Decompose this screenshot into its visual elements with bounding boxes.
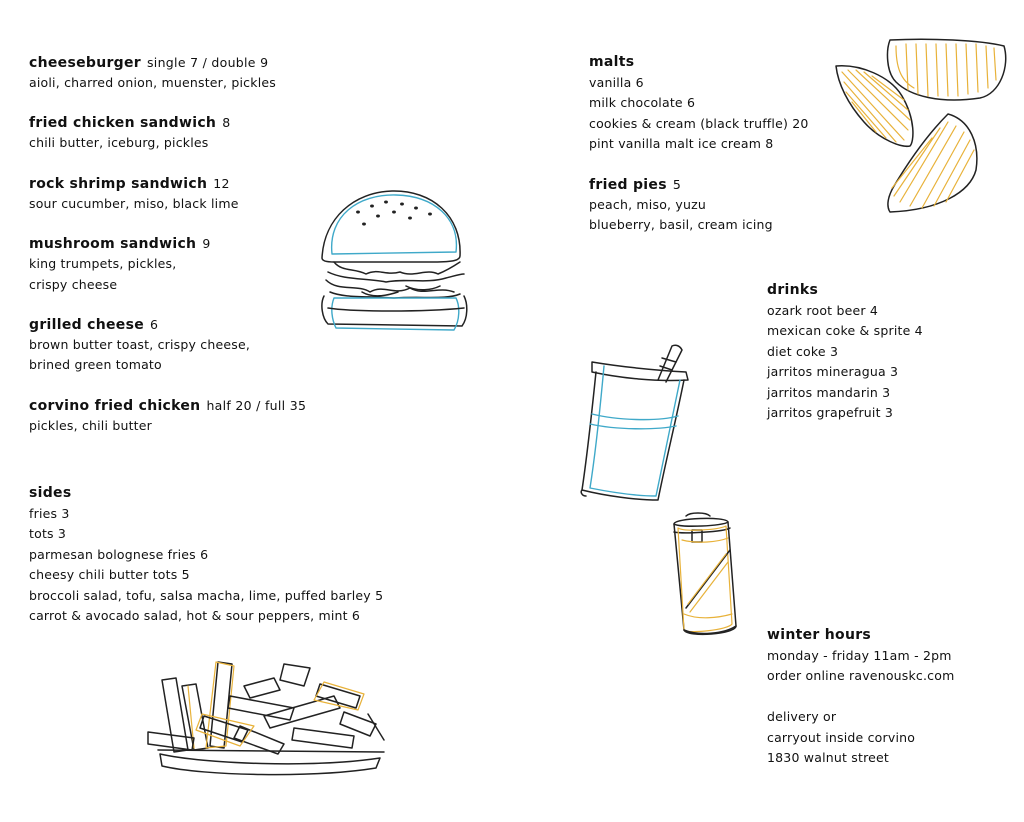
item-description: pickles, chili butter [29,417,153,433]
section-title: drinks [767,282,819,298]
item-name: cheeseburger [29,55,141,71]
drink-item: jarritos mandarin 3 [767,384,891,400]
item-description: chili butter, iceburg, pickles [29,135,209,151]
side-item: carrot & avocado salad, hot & sour peppers, mint 6 [29,607,361,623]
drink-item: diet coke 3 [767,343,839,359]
item-price: single 7 / double 9 [147,55,269,70]
item-description: king trumpets, pickles, [29,256,177,272]
item-name: fried chicken sandwich [29,115,217,132]
malts-section [589,52,809,155]
section-title: malts [589,54,635,70]
item-name: corvino fried chicken [29,397,201,414]
menu-item-fried-chicken-sandwich [29,112,306,153]
side-item: fries 3 [29,506,70,521]
drink-item: mexican coke & sprite 4 [767,323,923,339]
soda-can-illustration [668,510,744,642]
section-title: fried pies [589,177,667,193]
drink-item: jarritos mineragua 3 [767,364,899,380]
menu-item-grilled-cheese [29,314,306,376]
pie-item: peach, miso, yuzu [589,197,706,212]
fries-illustration [144,656,394,778]
pie-left [836,66,913,147]
pie-item: blueberry, basil, cream icing [589,217,773,233]
pie-top [888,39,1006,100]
burger-illustration [314,188,474,336]
item-name: rock shrimp sandwich [29,175,208,192]
item-name: mushroom sandwich [29,236,197,253]
item-description: aioli, charred onion, muenster, pickles [29,75,276,90]
malt-cup-illustration [576,340,696,508]
pie-bottom [888,114,977,212]
sesame-seeds [357,201,431,225]
drink-item: jarritos grapefruit 3 [767,404,894,420]
malt-item: vanilla 6 [589,75,644,90]
hours-section [767,625,954,768]
mains-section [29,52,306,436]
hours-line: order online ravenouskc.com [767,668,955,684]
hours-line: carryout inside corvino [767,729,916,745]
item-price: 5 [672,177,682,192]
section-title: winter hours [767,627,872,643]
sides-section [29,483,383,626]
item-description: brown butter toast, crispy cheese, [29,336,251,352]
item-price: half 20 / full 35 [206,397,307,413]
hours-line: delivery or [767,709,837,725]
drinks-section [767,280,923,423]
menu-item-cheeseburger [29,52,306,93]
drink-item: ozark root beer 4 [767,303,879,318]
section-title: sides [29,485,72,501]
menu-item-corvino-fried-chicken [29,395,306,436]
malt-item: cookies & cream (black truffle) 20 [589,115,809,131]
item-price: 9 [202,236,211,252]
menu-item-mushroom-sandwich [29,233,306,295]
hours-line: monday - friday 11am - 2pm [767,648,952,663]
item-price: 12 [213,175,230,191]
fried-pies-section [589,174,773,236]
malt-item: pint vanilla malt ice cream 8 [589,136,774,152]
side-item: tots 3 [29,526,67,542]
item-price: 8 [222,115,231,131]
fried-pies-illustration [830,36,1010,216]
item-description: brined green tomato [29,357,162,373]
malt-item: milk chocolate 6 [589,95,696,111]
hours-line-spacer [767,687,954,707]
item-description: sour cucumber, miso, black lime [29,195,239,211]
item-price: 6 [150,316,159,332]
side-item: cheesy chili butter tots 5 [29,567,190,583]
fry-sticks [148,662,384,754]
item-name: grilled cheese [29,316,144,333]
hours-line: 1830 walnut street [767,749,890,765]
side-item: broccoli salad, tofu, salsa macha, lime, puffed barley 5 [29,587,384,603]
menu-item-rock-shrimp-sandwich [29,173,306,214]
item-description: crispy cheese [29,276,118,292]
side-item: parmesan bolognese fries 6 [29,546,209,562]
